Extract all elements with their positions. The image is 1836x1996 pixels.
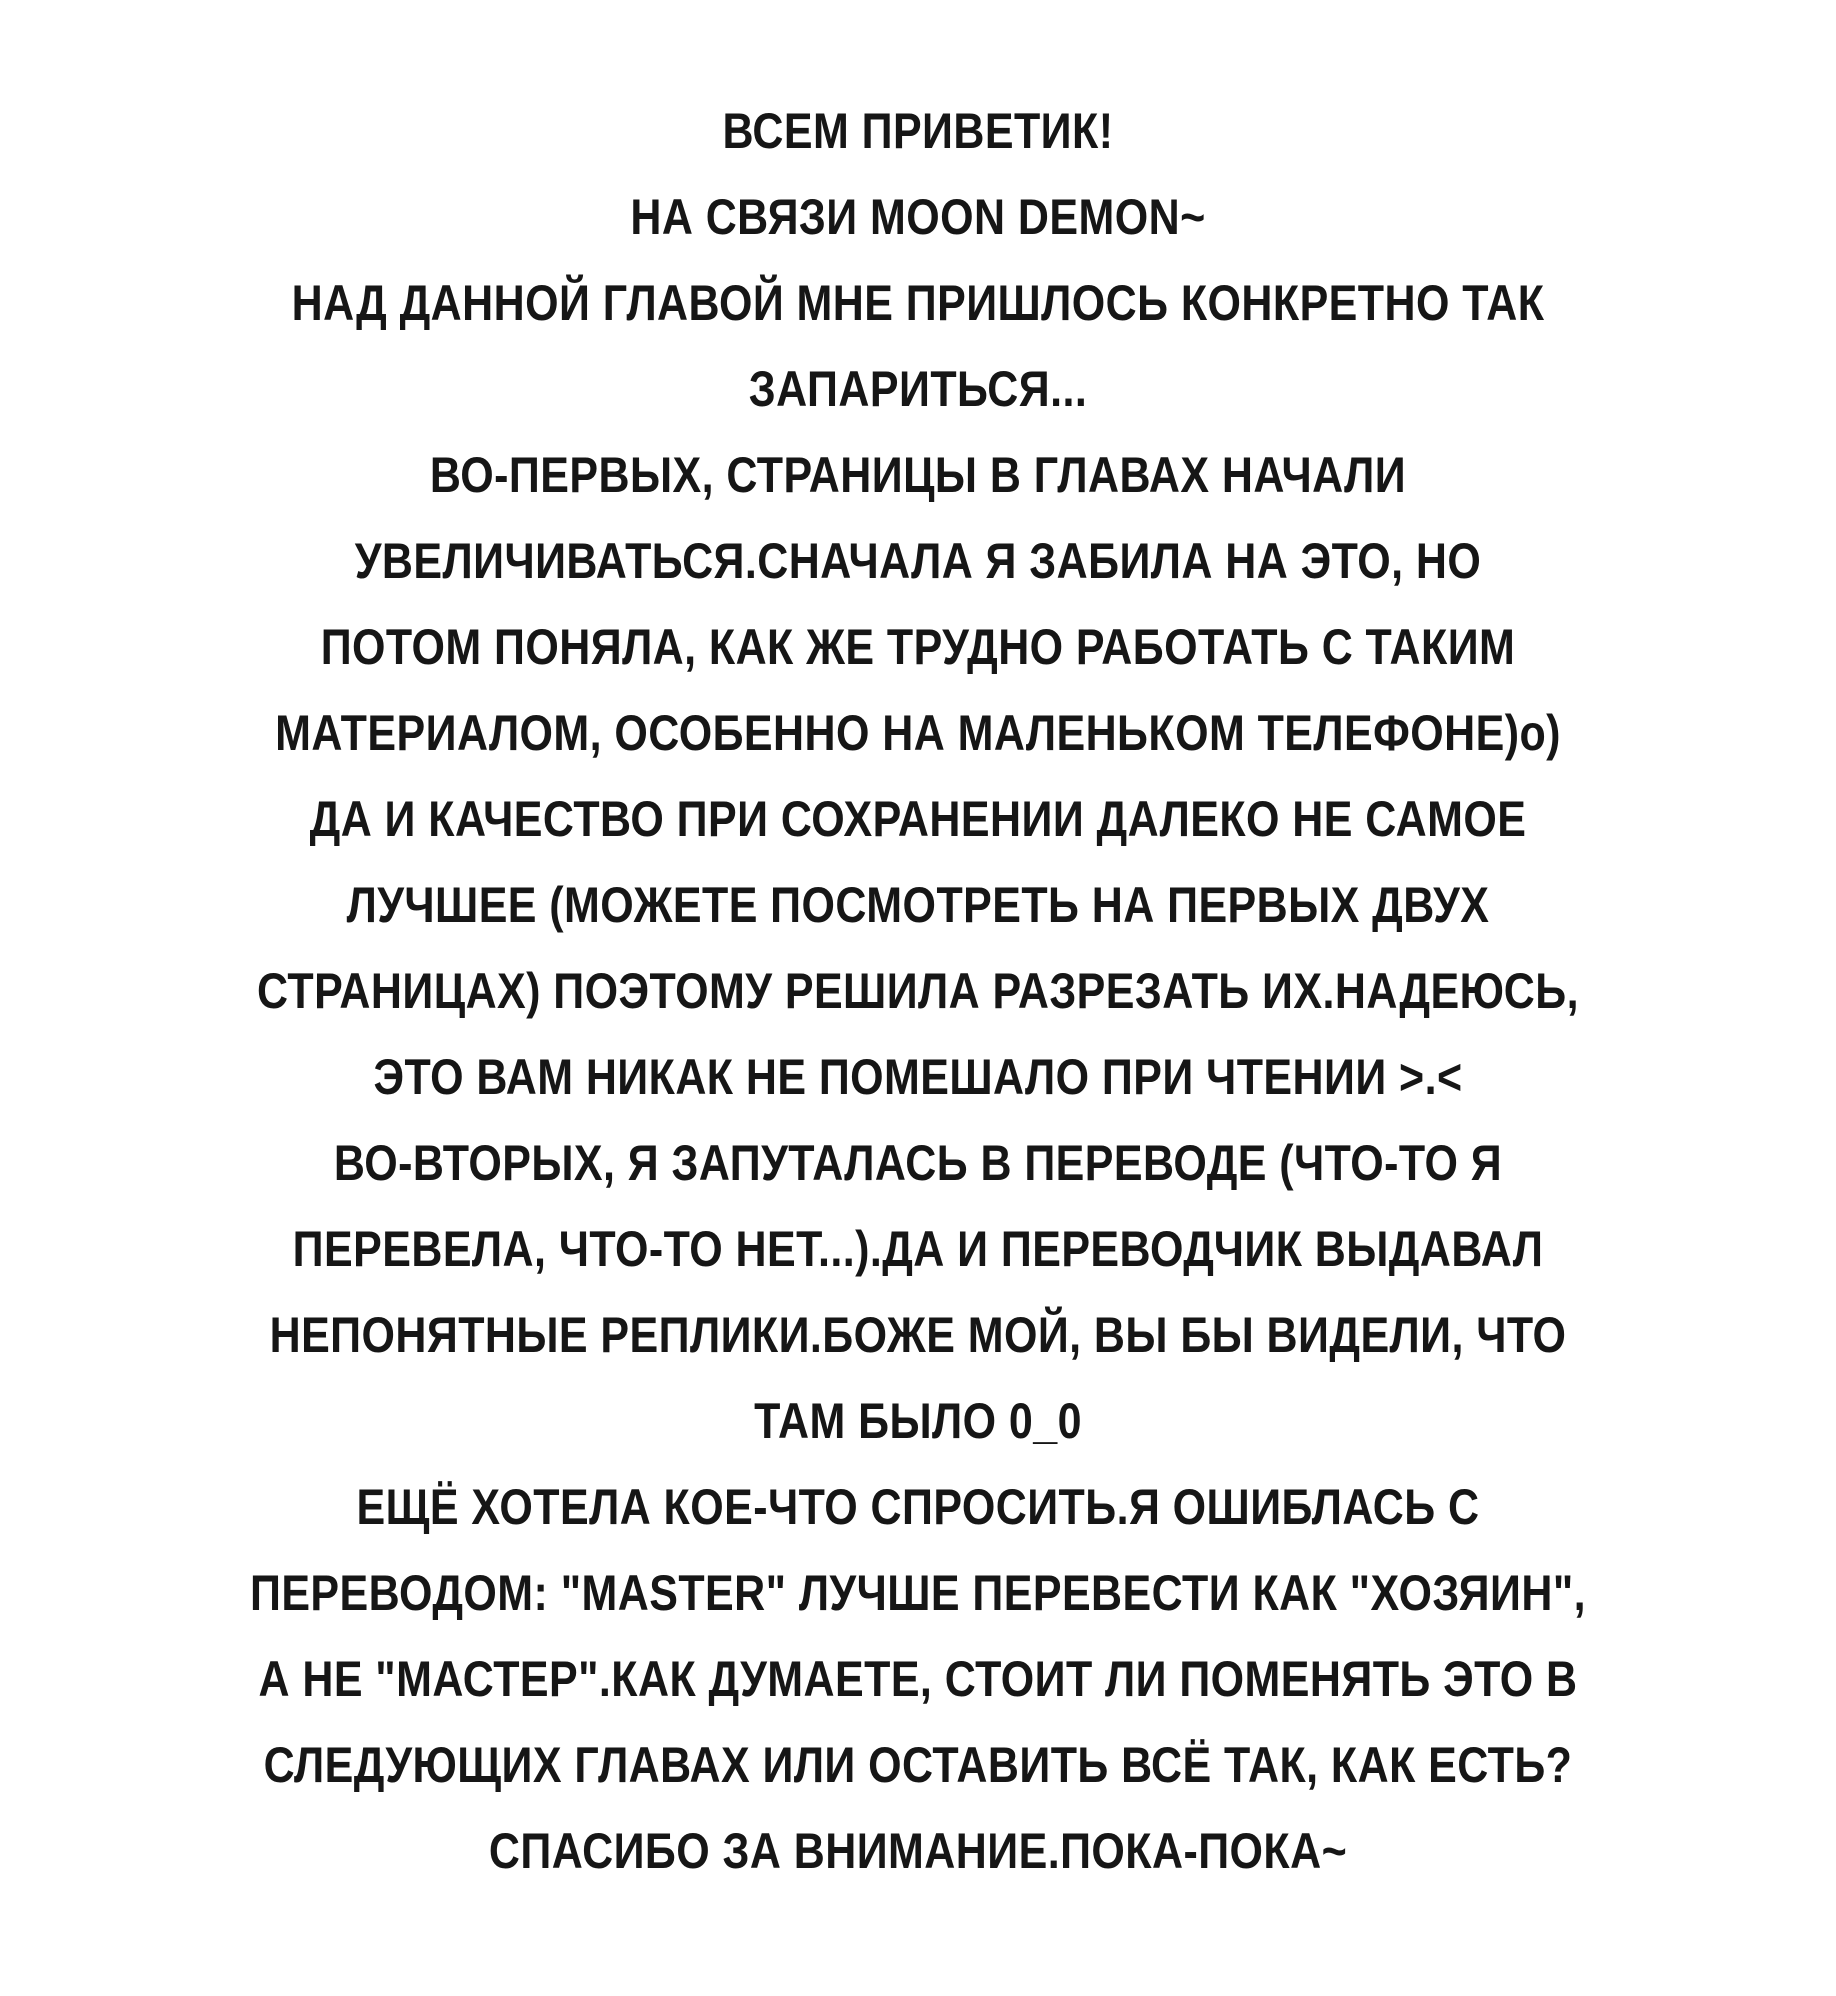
note-line: ЭТО ВАМ НИКАК НЕ ПОМЕШАЛО ПРИ ЧТЕНИИ >.< (373, 1049, 1463, 1105)
note-line: ВО-ПЕРВЫХ, СТРАНИЦЫ В ГЛАВАХ НАЧАЛИ (429, 447, 1407, 503)
note-line: СТРАНИЦАХ) ПОЭТОМУ РЕШИЛА РАЗРЕЗАТЬ ИХ.НАДЕЮСЬ, (256, 963, 1579, 1019)
note-line: ТАМ БЫЛО 0_0 (754, 1393, 1082, 1449)
note-line: ЛУЧШЕЕ (МОЖЕТЕ ПОСМОТРЕТЬ НА ПЕРВЫХ ДВУХ (346, 877, 1490, 933)
note-line: НАД ДАННОЙ ГЛАВОЙ МНЕ ПРИШЛОСЬ КОНКРЕТНО ТАК (291, 275, 1545, 331)
note-line: ЕЩЁ ХОТЕЛА КОЕ-ЧТО СПРОСИТЬ.Я ОШИБЛАСЬ С (356, 1479, 1480, 1535)
note-line-author: НА СВЯЗИ MOON DEMON~ (630, 189, 1206, 245)
translator-note-text (180, 88, 1656, 1894)
note-line: ВО-ВТОРЫХ, Я ЗАПУТАЛАСЬ В ПЕРЕВОДЕ (ЧТО-ТО Я (333, 1135, 1503, 1191)
note-line: ЗАПАРИТЬСЯ... (748, 361, 1088, 417)
note-line: ПЕРЕВОДОМ: "MASTER" ЛУЧШЕ ПЕРЕВЕСТИ КАК "ХОЗЯИН", (249, 1565, 1587, 1621)
note-line: ПЕРЕВЕЛА, ЧТО-ТО НЕТ...).ДА И ПЕРЕВОДЧИК ВЫДАВАЛ (292, 1221, 1544, 1277)
note-line: СЛЕДУЮЩИХ ГЛАВАХ ИЛИ ОСТАВИТЬ ВСЁ ТАК, КАК ЕСТЬ? (263, 1737, 1573, 1793)
note-line: УВЕЛИЧИВАТЬСЯ.СНАЧАЛА Я ЗАБИЛА НА ЭТО, НО (354, 533, 1482, 589)
note-line: ПОТОМ ПОНЯЛА, КАК ЖЕ ТРУДНО РАБОТАТЬ С ТАКИМ (320, 619, 1516, 675)
note-line: ДА И КАЧЕСТВО ПРИ СОХРАНЕНИИ ДАЛЕКО НЕ САМОЕ (309, 791, 1527, 847)
note-line: МАТЕРИАЛОМ, ОСОБЕННО НА МАЛЕНЬКОМ ТЕЛЕФОНЕ)о) (275, 705, 1561, 761)
note-line-farewell: СПАСИБО ЗА ВНИМАНИЕ.ПОКА-ПОКА~ (488, 1823, 1348, 1879)
note-line: А НЕ "МАСТЕР".КАК ДУМАЕТЕ, СТОИТ ЛИ ПОМЕНЯТЬ ЭТО В (258, 1651, 1578, 1707)
note-line: НЕПОНЯТНЫЕ РЕПЛИКИ.БОЖЕ МОЙ, ВЫ БЫ ВИДЕЛИ, ЧТО (269, 1307, 1567, 1363)
note-line-greeting: ВСЕМ ПРИВЕТИК! (722, 103, 1114, 159)
